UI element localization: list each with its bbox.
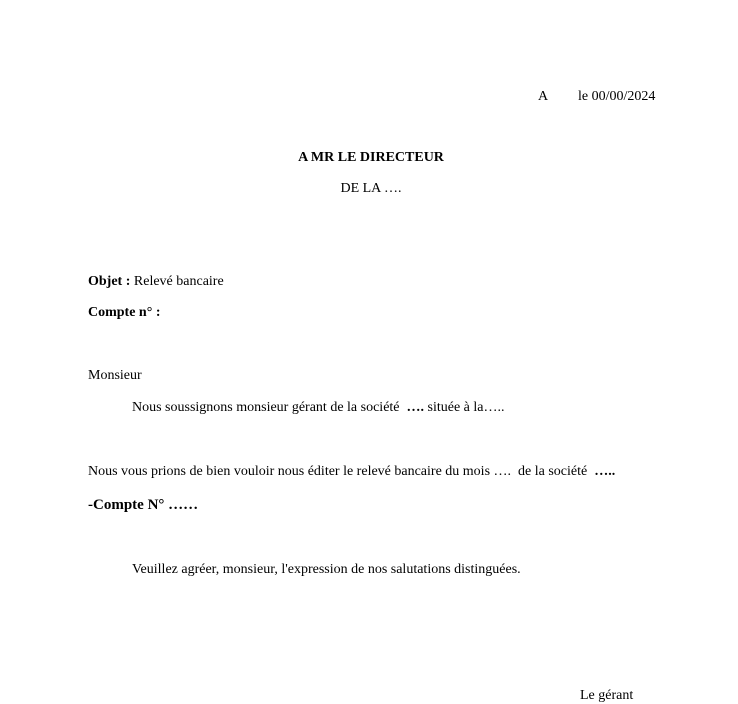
recipient-organization: DE LA …. [340, 181, 402, 196]
subject-label: Objet : [88, 274, 131, 289]
salutation: Monsieur [88, 368, 142, 383]
introduction-tail: située à la….. [424, 400, 505, 415]
company-placeholder-2: ….. [590, 464, 616, 479]
subject-line [88, 274, 224, 290]
recipient-title: A MR LE DIRECTEUR [298, 150, 444, 165]
introduction-text: Nous soussignons monsieur gérant de la société [132, 400, 404, 415]
introduction-paragraph [132, 400, 505, 416]
request-paragraph [88, 464, 615, 480]
account-number-line: Compte n° : [88, 305, 161, 320]
date-line [538, 89, 655, 105]
signature: Le gérant [580, 688, 634, 703]
date-text: le 00/00/2024 [578, 89, 656, 104]
place-text: A [538, 89, 549, 104]
company-placeholder: …. [403, 400, 425, 415]
subject-value: Relevé bancaire [130, 274, 224, 289]
account-line: -Compte N° …… [88, 497, 199, 513]
request-text: Nous vous prions de bien vouloir nous éditer le relevé bancaire du mois …. de la société [88, 464, 591, 479]
closing-formula: Veuillez agréer, monsieur, l'expression de nos salutations distinguées. [132, 562, 521, 577]
